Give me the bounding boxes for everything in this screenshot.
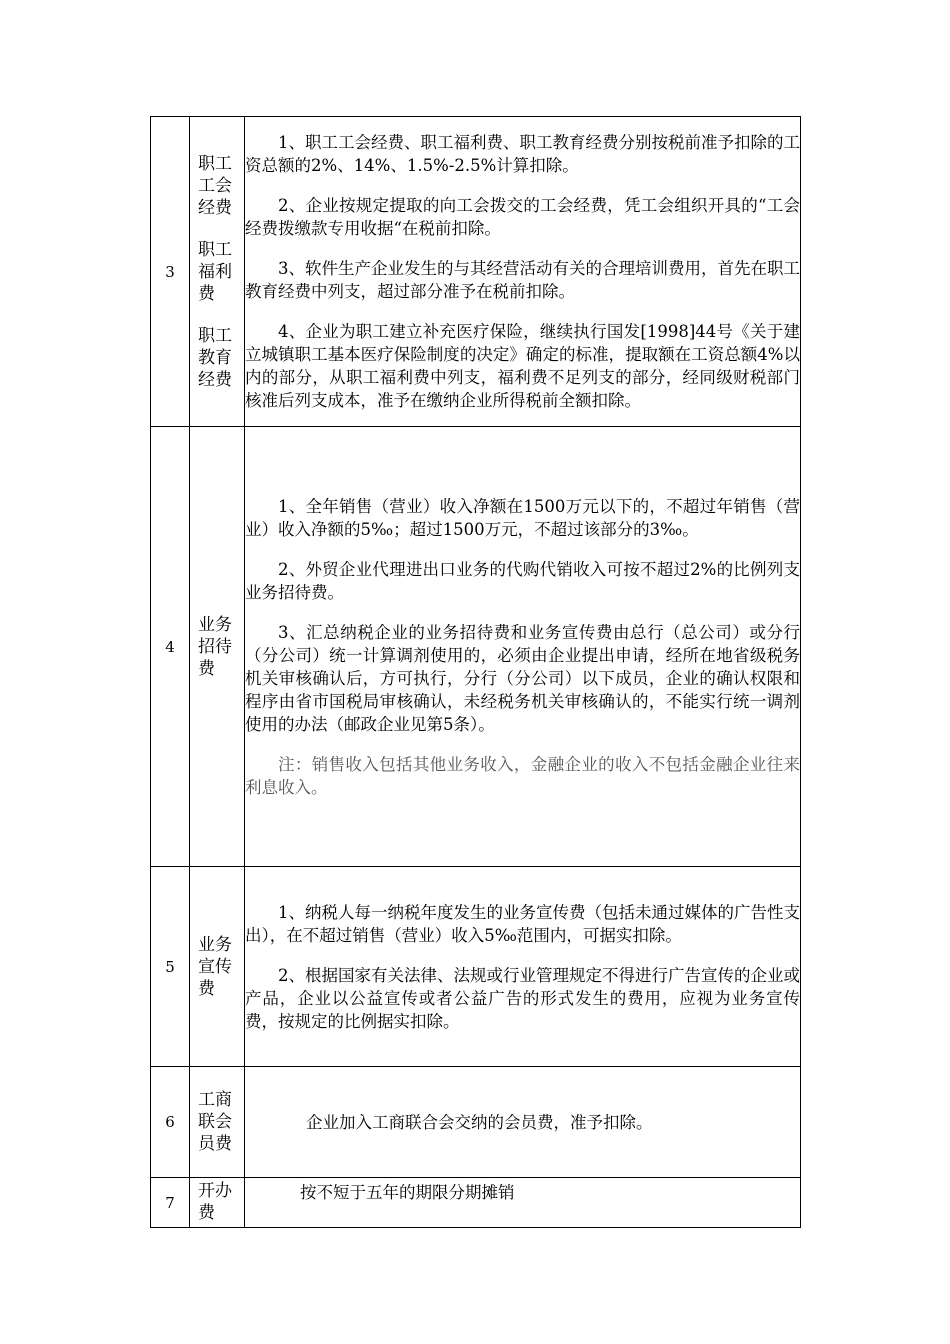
item-description bbox=[245, 427, 801, 867]
paragraph: 企业加入工商联合会交纳的会员费，准予扣除。 bbox=[306, 1112, 653, 1132]
row-number: 3 bbox=[151, 117, 190, 427]
item-name-cell bbox=[190, 427, 245, 867]
paragraph: 2、根据国家有关法律、法规或行业管理规定不得进行广告宣传的企业或产品，企业以公益宣传或者公益广告的形式发生的费用，应视为业务宣传费，按规定的比例据实扣除。 bbox=[245, 965, 800, 1031]
table-row bbox=[151, 117, 801, 427]
item-name: 工商联会员费 bbox=[198, 1090, 232, 1154]
paragraph: 3、软件生产企业发生的与其经营活动有关的合理培训费用，首先在职工教育经费中列支，超过部分准予在税前扣除。 bbox=[245, 259, 800, 301]
paragraph: 2、企业按规定提取的向工会拨交的工会经费，凭工会组织开具的“工会经费拨缴款专用收据“在税前扣除。 bbox=[245, 196, 800, 238]
paragraph: 按不短于五年的期限分期摊销 bbox=[300, 1183, 515, 1202]
item-name: 职工工会经费 bbox=[198, 153, 232, 218]
row-number: 4 bbox=[151, 427, 190, 867]
paragraph: 1、职工工会经费、职工福利费、职工教育经费分别按税前准予扣除的工资总额的2%、14%、1.5%-2.5%计算扣除。 bbox=[245, 133, 800, 175]
paragraph: 3、汇总纳税企业的业务招待费和业务宣传费由总行（总公司）或分行（分公司）统一计算调剂使用的，必须由企业提出申请，经所在地省级税务机关审核确认后，方可执行，分行（分公司）以下成员，企业的确认权限和程序由省市国税局审核确认，未经税务机关审核确认的，不能实行统一调剂使用的办法（邮政企业见第5条）。 bbox=[245, 622, 800, 734]
note-paragraph: 注：销售收入包括其他业务收入，金融企业的收入不包括金融企业往来利息收入。 bbox=[245, 754, 800, 797]
item-description bbox=[245, 1067, 801, 1178]
item-description bbox=[245, 867, 801, 1067]
row-number: 6 bbox=[151, 1067, 190, 1178]
item-name: 业务宣传费 bbox=[198, 934, 232, 999]
paragraph: 4、企业为职工建立补充医疗保险，继续执行国发[1998]44号《关于建立城镇职工基本医疗保险制度的决定》确定的标准，提取额在工资总额4%以内的部分，从职工福利费中列支，福利费不足列支的部分，经同级财税部门核准后列支成本，准予在缴纳企业所得税前全额扣除。 bbox=[245, 322, 800, 410]
item-description bbox=[245, 117, 801, 427]
item-name-cell bbox=[190, 117, 245, 427]
item-name: 职工教育经费 bbox=[198, 325, 232, 390]
item-description bbox=[245, 1178, 801, 1228]
paragraph: 1、全年销售（营业）收入净额在1500万元以下的，不超过年销售（营业）收入净额的5‰；超过1500万元，不超过该部分的3‰。 bbox=[245, 496, 800, 539]
table-row bbox=[151, 1067, 801, 1178]
item-name: 开办费 bbox=[198, 1181, 232, 1223]
item-name-cell bbox=[190, 1178, 245, 1228]
paragraph: 2、外贸企业代理进出口业务的代购代销收入可按不超过2%的比例列支业务招待费。 bbox=[245, 559, 800, 602]
deduction-table bbox=[150, 116, 801, 1228]
item-name: 业务招待费 bbox=[198, 614, 232, 679]
table-row bbox=[151, 1178, 801, 1228]
paragraph: 1、纳税人每一纳税年度发生的业务宣传费（包括未通过媒体的广告性支出），在不超过销售（营业）收入5‰范围内，可据实扣除。 bbox=[245, 902, 800, 945]
table-row bbox=[151, 867, 801, 1067]
item-name-cell bbox=[190, 867, 245, 1067]
item-name: 职工福利费 bbox=[198, 239, 232, 304]
item-name-cell bbox=[190, 1067, 245, 1178]
row-number: 5 bbox=[151, 867, 190, 1067]
row-number: 7 bbox=[151, 1178, 190, 1228]
table-row bbox=[151, 427, 801, 867]
